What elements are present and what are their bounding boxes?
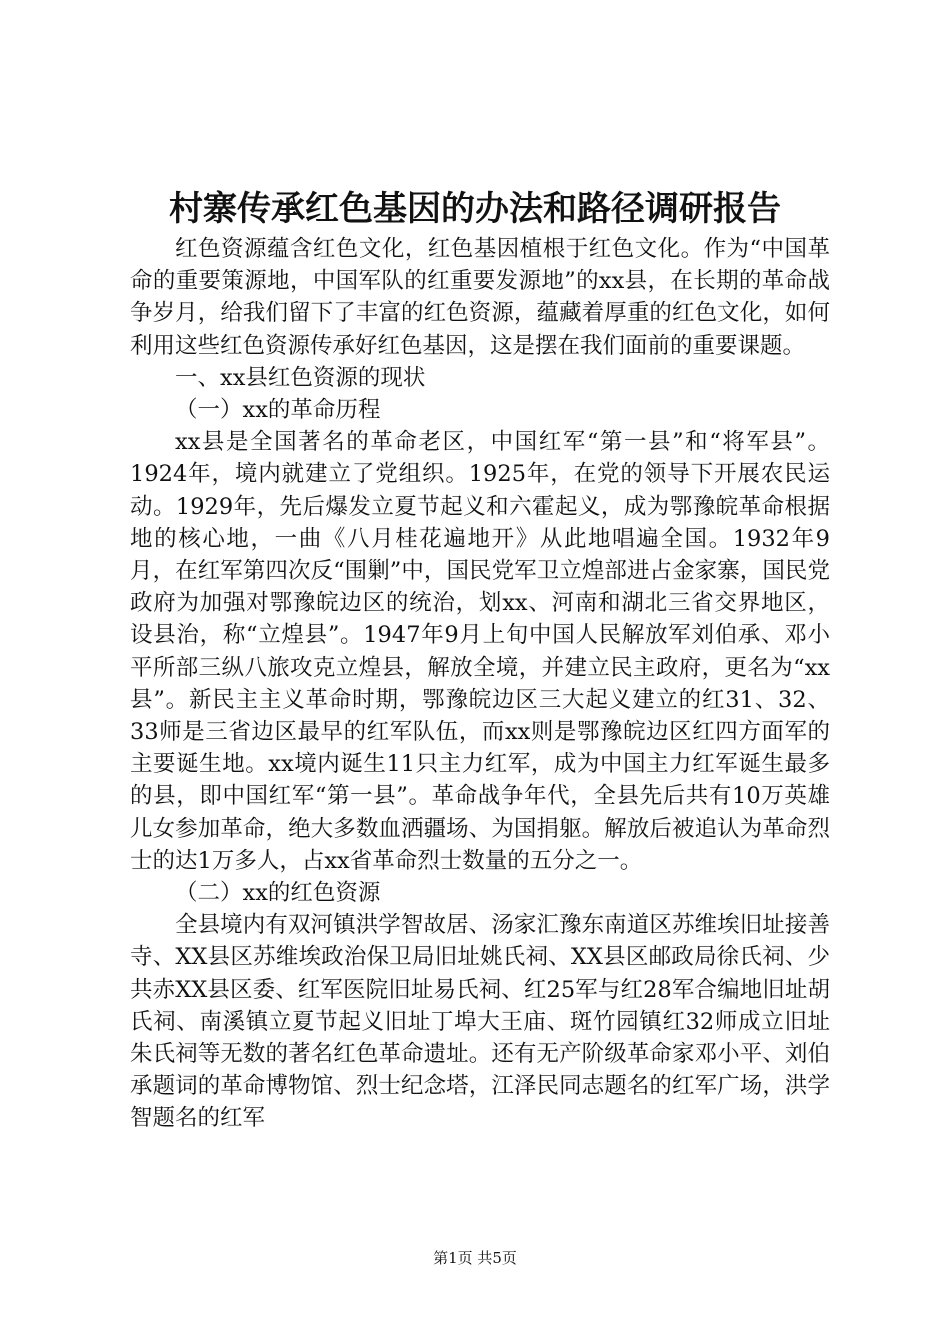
document-title: 村寨传承红色基因的办法和路径调研报告 <box>169 189 781 229</box>
subsection-heading-history: （一）xx的革命历程 <box>175 397 381 424</box>
intro-paragraph: 红色资源蕴含红色文化，红色基因植根于红色文化。作为“中国革命的重要策源地，中国军队的红重要发源地”的xx县，在长期的革命战争岁月，给我们留下了丰富的红色资源，蕴藏着厚重的红色文化，如何利用这些红色资源传承好红色基因，这是摆在我们面前的重要课题。 <box>130 236 830 359</box>
history-paragraph: xx县是全国著名的革命老区，中国红军“第一县”和“将军县”。1924年，境内就建立了党组织。1925年，在党的领导下开展农民运动。1929年，先后爆发立夏节起义和六霍起义，成为鄂豫皖革命根据地的核心地，一曲《八月桂花遍地开》从此地唱遍全国。1932年9月，在红军第四次反“围剿”中，国民党军卫立煌部进占金家寨，国民党政府为加强对鄂豫皖边区的统治，划xx、河南和湖北三省交界地区，设县治，称“立煌县”。1947年9月上旬中国人民解放军刘伯承、邓小平所部三纵八旅攻克立煌县，解放全境，并建立民主政府，更名为“xx县”。新民主主义革命时期，鄂豫皖边区三大起义建立的红31、32、33师是三省边区最早的红军队伍，而xx则是鄂豫皖边区红四方面军的主要诞生地。xx境内诞生11只主力红军，成为中国主力红军诞生最多的县，即中国红军“第一县”。革命战争年代，全县先后共有10万英雄儿女参加革命，绝大多数血洒疆场、为国捐躯。解放后被追认为革命烈士的达1万多人，占xx省革命烈士数量的五分之一。 <box>130 429 830 874</box>
resources-paragraph: 全县境内有双河镇洪学智故居、汤家汇豫东南道区苏维埃旧址接善寺、XX县区苏维埃政治保卫局旧址姚氏祠、XX县区邮政局徐氏祠、少共赤XX县区委、红军医院旧址易氏祠、红25军与红28军合编地旧址胡氏祠、南溪镇立夏节起义旧址丁埠大王庙、斑竹园镇红32师成立旧址朱氏祠等无数的著名红色革命遗址。还有无产阶级革命家邓小平、刘伯承题词的革命博物馆、烈士纪念塔，江泽民同志题名的红军广场，洪学智题名的红军 <box>130 912 830 1132</box>
page-number: 第1页 共5页 <box>433 1249 517 1267</box>
document-body <box>130 233 830 1135</box>
section-heading: 一、xx县红色资源的现状 <box>175 364 426 391</box>
subsection-heading-resources: （二）xx的红色资源 <box>175 880 381 907</box>
